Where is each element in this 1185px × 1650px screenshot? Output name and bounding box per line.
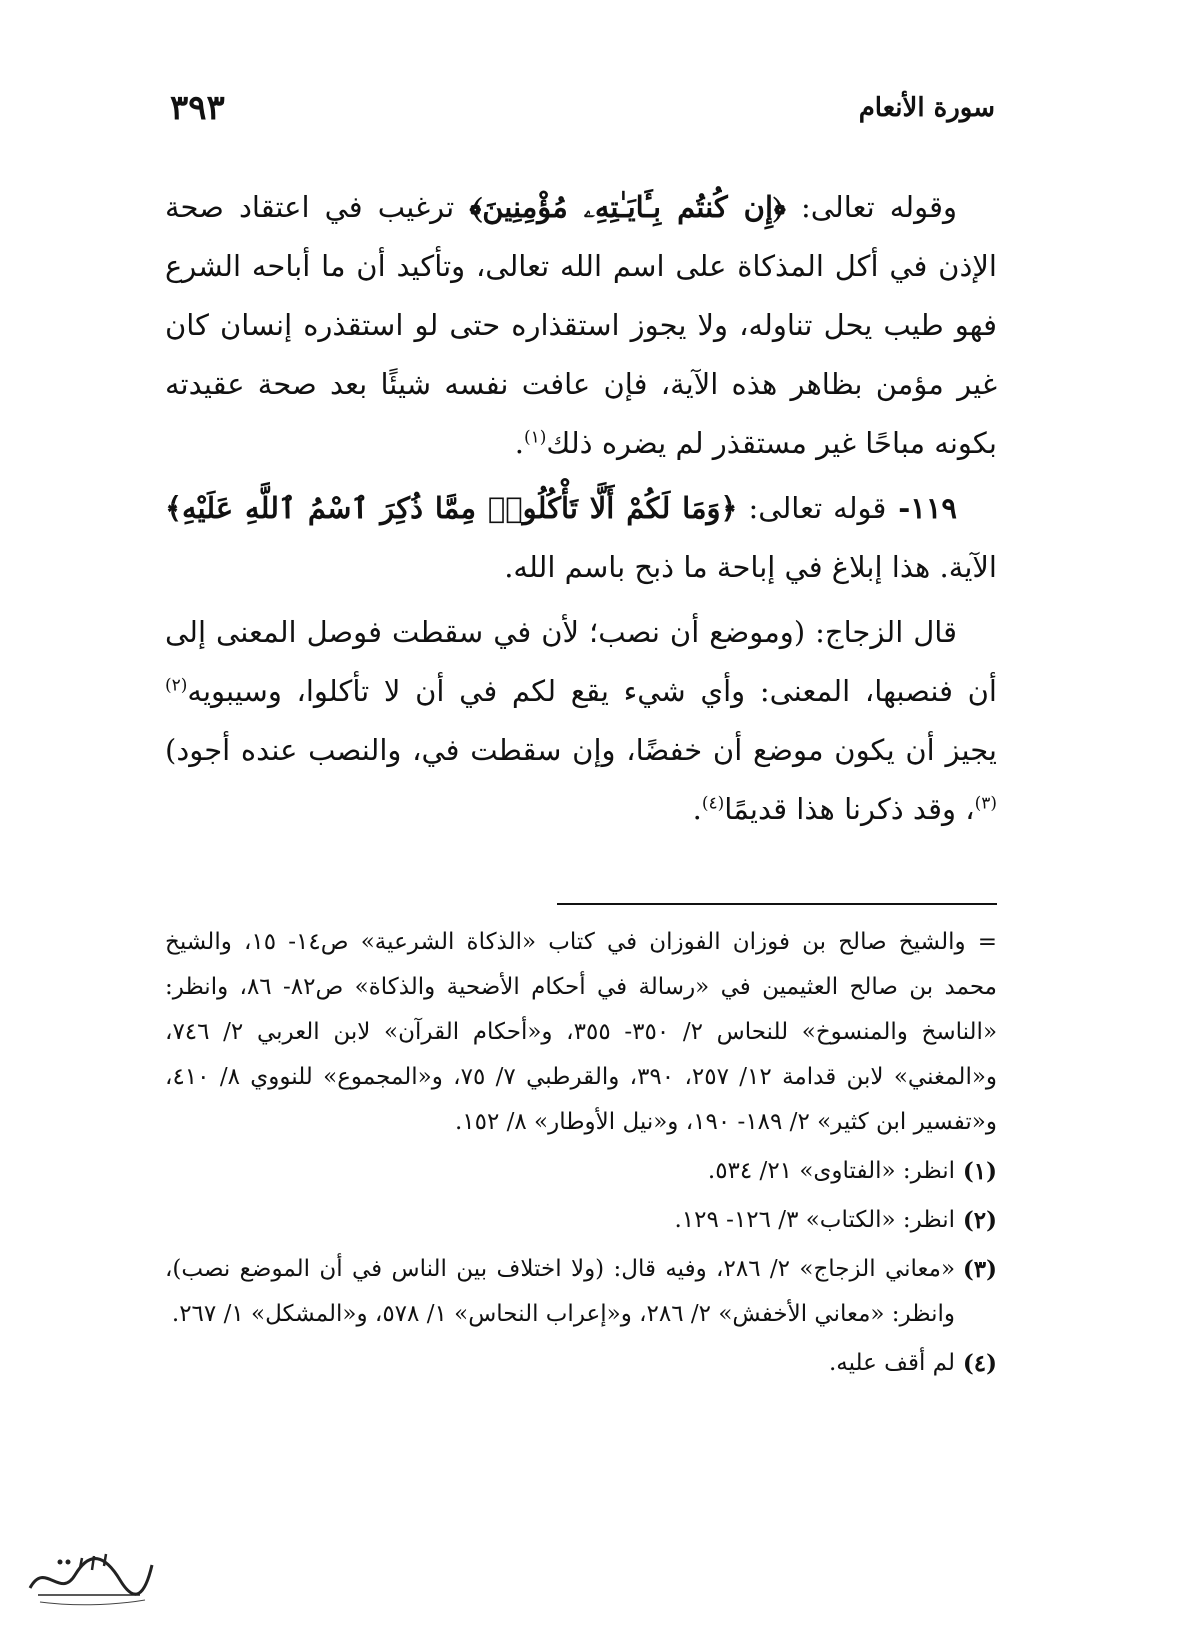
paragraph-1 <box>165 178 997 473</box>
footnote-divider <box>557 903 997 905</box>
main-text <box>165 178 997 845</box>
footnote-number: (٣) <box>962 1256 997 1283</box>
footnote-item <box>165 1198 997 1243</box>
paragraph-2-text: الآية. هذا إبلاغ في إباحة ما ذبح باسم الله. <box>504 550 997 584</box>
footnote-text: «معاني الزجاج» ٢/ ٢٨٦، وفيه قال: (ولا اختلاف بين الناس في أن الموضع نصب)، وانظر: «معاني الأخفش» ٢/ ٢٨٦، و«إعراب النحاس» ١/ ٥٧٨، و«المشكل» ١/ ٢٦٧. <box>165 1256 956 1327</box>
quran-verse-2: ﴿وَمَا لَكُمْ أَلَّا تَأْكُلُوا۟ مِمَّا ذُكِرَ ٱسْمُ ٱللَّهِ عَلَيْهِ﴾ <box>165 491 738 525</box>
footnote-number: (٢) <box>962 1207 997 1234</box>
paragraph-2 <box>165 479 997 597</box>
footnote-item <box>165 1149 997 1194</box>
footnote-continuation: = والشيخ صالح بن فوزان الفوزان في كتاب «الذكاة الشرعية» ص١٤- ١٥، والشيخ محمد بن صالح العثيمين في «رسالة في أحكام الأضحية والذكاة» ص٨٢- ٨٦، وانظر: «الناسخ والمنسوخ» للنحاس ٢/ ٣٥٠- ٣٥٥، و«أحكام القرآن» لابن العربي ٢/ ٧٤٦، و«المغني» لابن قدامة ١٢/ ٢٥٧، ٣٩٠، والقرطبي ٧/ ٧٥، و«المجموع» للنووي ٨/ ٤١٠، و«تفسير ابن كثير» ٢/ ١٨٩- ١٩٠، و«نيل الأوطار» ٨/ ١٥٢. <box>165 929 998 1135</box>
footnote-ref-2[interactable]: (٢) <box>165 675 188 696</box>
paragraph-3-part-b: يجيز أن يكون موضع أن خفضًا، وإن سقطت في، والنصب عنده أجود) <box>165 733 997 767</box>
footnote-number: (٤) <box>962 1350 997 1377</box>
paragraph-1-intro: وقوله تعالى: <box>785 190 957 224</box>
footnote-text: انظر: «الكتاب» ٣/ ١٢٦- ١٢٩. <box>674 1207 955 1233</box>
paragraph-3-part-a: قال الزجاج: (وموضع أن نصب؛ لأن في سقطت فوصل المعنى إلى أن فنصبها، المعنى: وأي شيء يقع لكم في أن لا تأكلوا، وسيبويه <box>165 615 997 708</box>
footnote-item <box>165 1341 997 1386</box>
footnote-text: انظر: «الفتاوى» ٢١/ ٥٣٤. <box>707 1158 955 1184</box>
paragraph-3 <box>165 603 997 839</box>
surah-title: سورة الأنعام <box>858 93 995 123</box>
footnotes <box>165 920 997 1390</box>
page-number: ٣٩٣ <box>170 88 225 128</box>
footnote-ref-1[interactable]: (١) <box>523 427 547 448</box>
footnote-ref-4[interactable]: (٤) <box>701 793 725 814</box>
footnote-number: (١) <box>962 1158 997 1185</box>
paragraph-1-end: . <box>514 426 524 460</box>
paragraph-2-intro: قوله تعالى: <box>737 491 887 525</box>
paragraph-3-part-c: ، وقد ذكرنا هذا قديمًا <box>724 792 975 826</box>
paragraph-1-text: ترغيب في اعتقاد صحة الإذن في أكل المذكاة على اسم الله تعالى، وتأكيد أن ما أباحه الشرع فهو طيب يحل تناوله، ولا يجوز استقذاره حتى لو استقذره إنسان كان غير مؤمن بظاهر هذه الآية، فإن عافت نفسه شيئًا بعد صحة عقيدته بكونه مباحًا غير مستقذر لم يضره ذلك <box>165 190 997 460</box>
paragraph-3-end: . <box>692 792 702 826</box>
library-stamp-logo <box>20 1540 160 1610</box>
footnote-item <box>165 1247 997 1337</box>
verse-number: ١١٩- <box>886 491 958 525</box>
quran-verse-1: ﴿إِن كُنتُم بِـَٔايَـٰتِهِۦ مُؤْمِنِينَ﴾ <box>469 190 786 224</box>
running-head <box>170 88 995 128</box>
footnote-text: لم أقف عليه. <box>828 1350 955 1376</box>
footnote-ref-3[interactable]: (٣) <box>974 793 997 814</box>
